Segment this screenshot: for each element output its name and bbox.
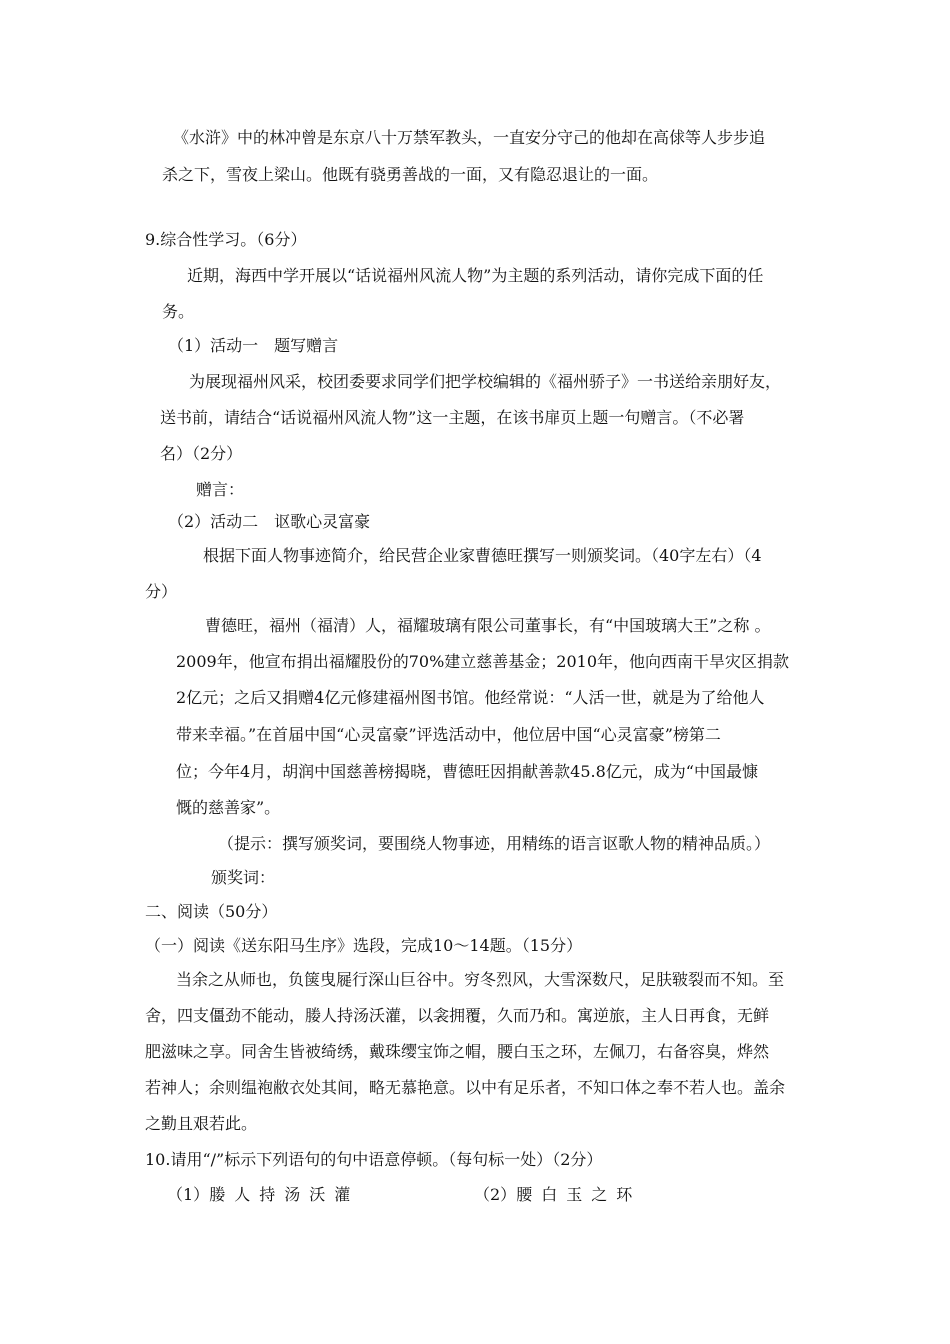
paragraph-line: 为展现福州风采，校团委要求同学们把学校编辑的《福州骄子》一书送给亲朋好友，	[189, 372, 782, 391]
paragraph-line: 根据下面人物事迹简介，给民营企业家曹德旺撰写一则颁奖词。（40字左右）（4	[203, 546, 762, 565]
item-text: 腰白玉之环	[516, 1185, 642, 1204]
passage-line: 若神人；余则缊袍敝衣处其间，略无慕艳意。以中有足乐者，不知口体之奉不若人也。盖余	[145, 1078, 786, 1097]
answer-label: 赠言：	[196, 480, 245, 499]
activity-2-title: （2）活动二 讴歌心灵富豪	[168, 512, 371, 531]
paragraph-line: 务。	[162, 302, 195, 321]
paragraph-line: 名）（2分）	[160, 444, 243, 463]
bio-line: 曹德旺，福州（福清）人，福耀玻璃有限公司董事长，有“中国玻璃大王”之称 。	[205, 616, 771, 635]
passage-line: 肥滋味之享。同舍生皆被绮绣，戴珠缨宝饰之帽，腰白玉之环，左佩刀，右备容臭，烨然	[145, 1042, 770, 1061]
bio-line: 慨的慈善家”。	[176, 798, 281, 817]
hint-line: （提示：撰写颁奖词，要围绕人物事迹，用精练的语言讴歌人物的精神品质。）	[218, 834, 771, 853]
bio-line: 带来幸福。”在首届中国“心灵富豪”评选活动中，他位居中国“心灵富豪”榜第二	[176, 725, 721, 744]
section-2-title: 二、阅读（50分）	[145, 902, 278, 921]
paragraph-line: 近期，海西中学开展以“话说福州风流人物”为主题的系列活动，请你完成下面的任	[187, 266, 764, 285]
bio-line: 2亿元；之后又捐赠4亿元修建福州图书馆。他经常说：“人活一世，就是为了给他人	[176, 688, 765, 707]
question-9-title: 9.综合性学习。（6分）	[145, 230, 307, 249]
question-10-item-1	[167, 1185, 359, 1205]
paragraph-line: 分）	[145, 582, 178, 601]
question-10-item-2	[474, 1185, 641, 1205]
item-number: （2）	[474, 1185, 517, 1204]
paragraph-line: 送书前，请结合“话说福州风流人物”这一主题，在该书扉页上题一句赠言。（不必署	[160, 408, 745, 427]
passage-line: 之勤且艰若此。	[145, 1114, 258, 1133]
bio-line: 2009年，他宣布捐出福耀股份的70%建立慈善基金；2010年，他向西南干旱灾区捐款	[176, 652, 790, 671]
item-number: （1）	[167, 1185, 210, 1204]
question-10-title: 10.请用“/”标示下列语句的句中语意停顿。（每句标一处）（2分）	[145, 1150, 603, 1169]
bio-line: 位；今年4月，胡润中国慈善榜揭晓，曹德旺因捐献善款45.8亿元，成为“中国最慷	[176, 762, 758, 781]
intro-line: 杀之下，雪夜上梁山。他既有骁勇善战的一面，又有隐忍退让的一面。	[162, 165, 659, 184]
item-text: 媵人持汤沃灌	[209, 1185, 360, 1204]
passage-line: 舍，四支僵劲不能动，媵人持汤沃灌，以衾拥覆，久而乃和。寓逆旅，主人日再食，无鲜	[145, 1006, 770, 1025]
passage-line: 当余之从师也，负箧曳屣行深山巨谷中。穷冬烈风，大雪深数尺，足肤皲裂而不知。至	[176, 970, 785, 989]
intro-line: 《水浒》中的林冲曾是东京八十万禁军教头，一直安分守己的他却在高俅等人步步追	[173, 128, 766, 147]
activity-1-title: （1）活动一 题写赠言	[168, 336, 339, 355]
answer-label: 颁奖词：	[211, 868, 276, 887]
subsection-title: （一）阅读《送东阳马生序》选段，完成10～14题。（15分）	[145, 936, 583, 955]
